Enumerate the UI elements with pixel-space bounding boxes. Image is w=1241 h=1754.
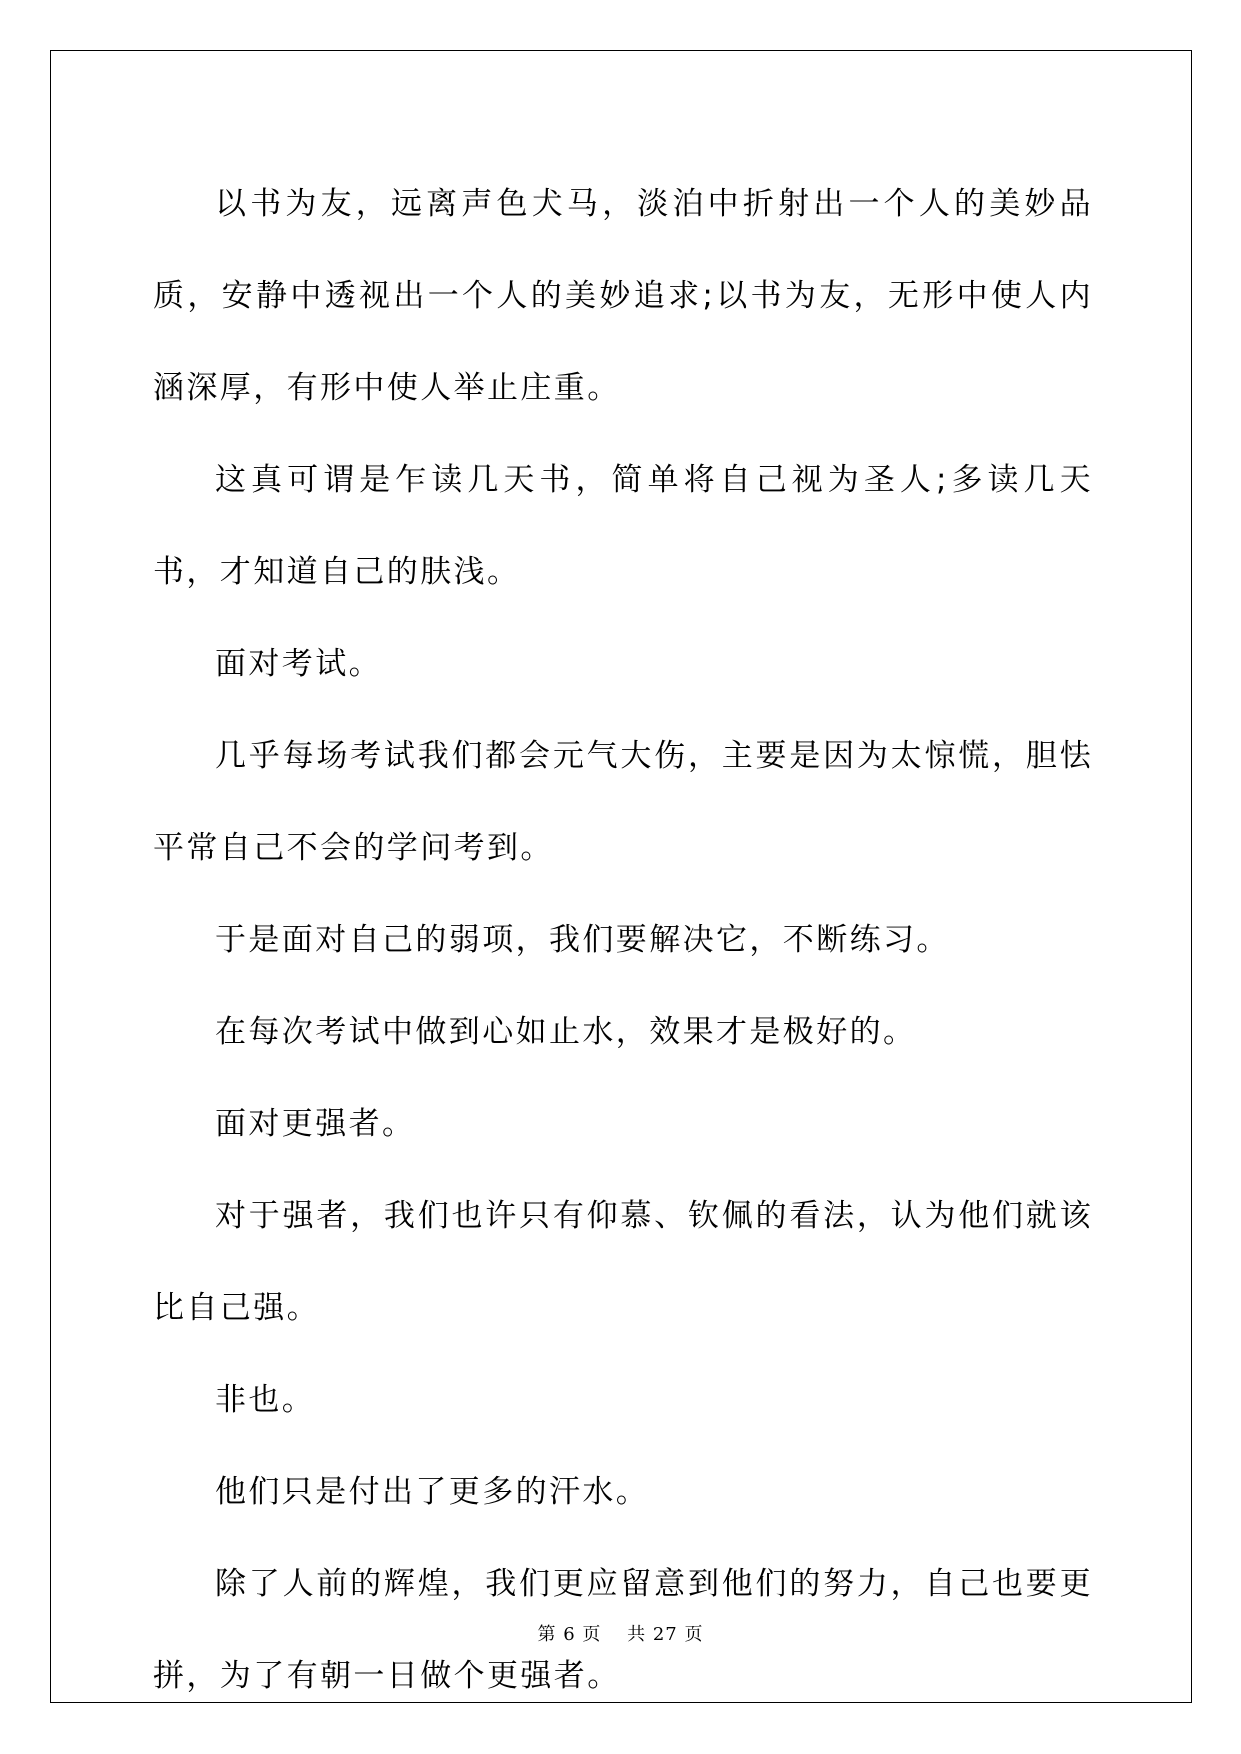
page-number-label: 第 6 页 共 27 页 xyxy=(537,1624,704,1645)
paragraph: 在每次考试中做到心如止水，效果才是极好的。 xyxy=(215,1014,917,1050)
paragraph: 几乎每场考试我们都会元气大伤，主要是因为太惊慌，胆怯 平常自己不会的学问考到。 xyxy=(153,738,1139,866)
paragraph: 他们只是付出了更多的汗水。 xyxy=(215,1474,650,1510)
page-footer xyxy=(0,1620,1241,1646)
paragraph: 于是面对自己的弱项，我们要解决它，不断练习。 xyxy=(215,922,950,958)
paragraph: 除了人前的辉煌，我们更应留意到他们的努力，自己也要更拼，为了有朝一日做个更强者。 xyxy=(153,1566,1093,1694)
paragraph: 以书为友，远离声色犬马，淡泊中折射出一个人的美妙品质，安静中透视出一个人的美妙追求;以书为友，无形中使人内涵深厚，有形中使人举止庄重。 xyxy=(153,186,1093,406)
paragraph: 非也。 xyxy=(215,1382,316,1418)
paragraph: 这真可谓是乍读几天书，简单将自己视为圣人;多读几天书，才知道自己的肤浅。 xyxy=(153,462,1093,590)
document-body xyxy=(153,158,1139,1722)
paragraph: 面对考试。 xyxy=(215,646,382,682)
paragraph: 对于强者，我们也许只有仰慕、钦佩的看法，认为他们就该比自己强。 xyxy=(153,1198,1093,1326)
paragraph: 面对更强者。 xyxy=(215,1106,416,1142)
